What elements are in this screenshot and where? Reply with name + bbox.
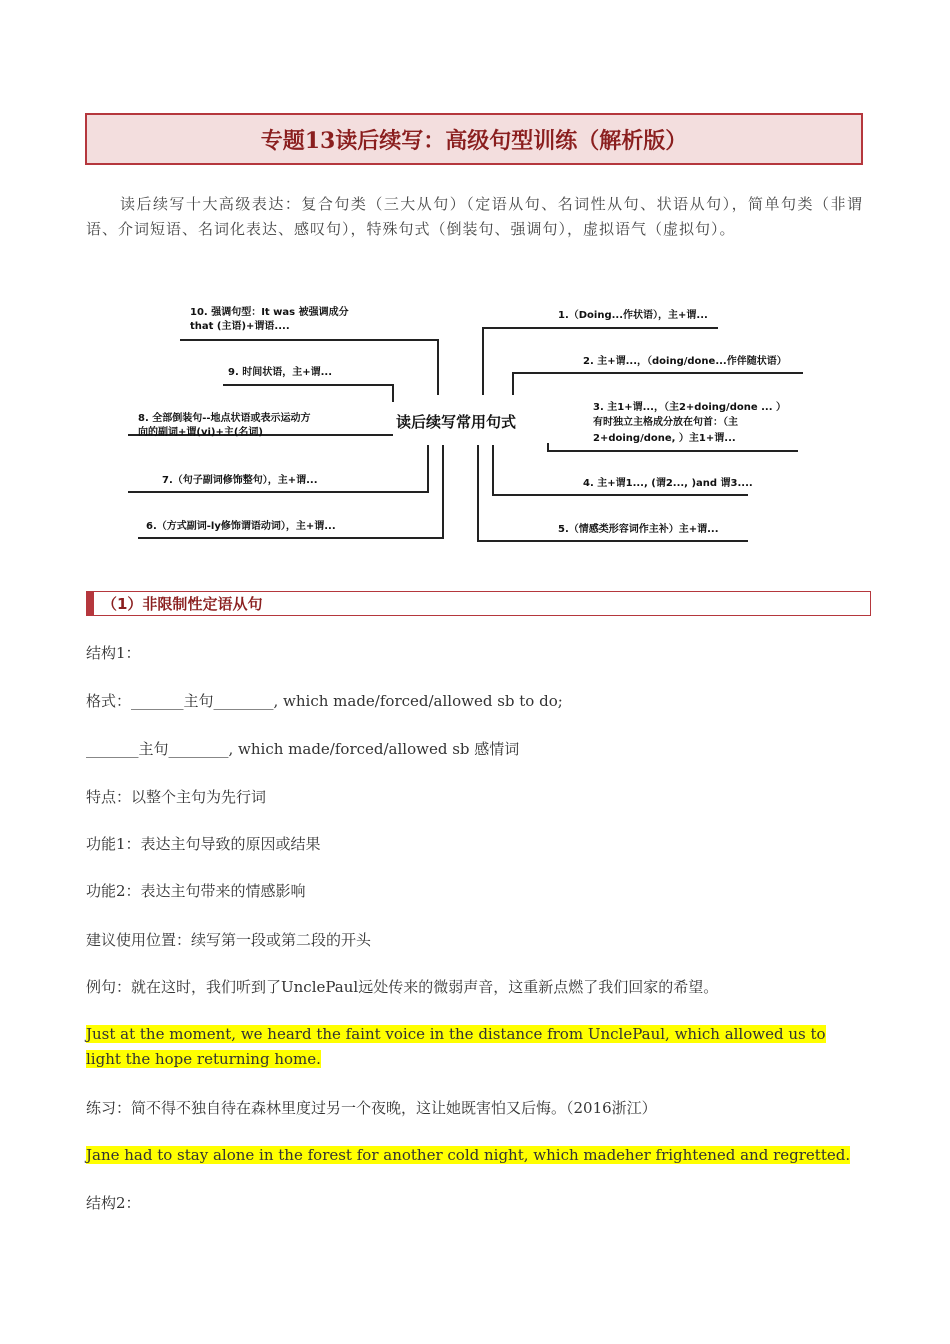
connector-2 <box>513 373 803 395</box>
practice-english-highlight: Jane had to stay alone in the forest for another cold night, which madeher frightened and regretted. <box>86 1146 851 1164</box>
example-english-highlight: Just at the moment, we heard the faint voice in the distance from UnclePaul, which allowed us to light the hope returning home. <box>86 1025 826 1068</box>
format-line-1: 格式：_______主句________, which made/forced/allowed sb to do; <box>86 692 563 710</box>
connector-10 <box>368 340 438 395</box>
mind-map-item-8-line2: 向的副词+谓(vi)+主(名词) <box>138 427 263 438</box>
mind-map-item-3-line3: 2+doing/done, ）主1+谓... <box>593 433 736 444</box>
mind-map-diagram <box>128 295 808 550</box>
practice-chinese: 练习：简不得不独自待在森林里度过另一个夜晚，这让她既害怕又后悔。（2016浙江） <box>86 1099 657 1117</box>
feature-line: 特点：以整个主句为先行词 <box>86 788 267 806</box>
format-line-2: _______主句________, which made/forced/allowed sb 感情词 <box>86 740 520 758</box>
example-english <box>86 1022 864 1072</box>
mind-map-item-9: 9. 时间状语，主+谓... <box>228 367 333 378</box>
intro-paragraph: 读后续写十大高级表达：复合句类（三大从句）（定语从句、名词性从句、状语从句），简单句类（非谓语、介词短语、名词化表达、感叹句），特殊句式（倒装句、强调句），虚拟语气（虚拟句）。 <box>86 195 863 238</box>
position-line: 建议使用位置：续写第一段或第二段的开头 <box>86 931 372 949</box>
page-title-box <box>85 113 863 165</box>
mind-map-item-10-line1: 10. 强调句型：It was 被强调成分 <box>190 307 349 318</box>
section-heading <box>86 591 871 616</box>
mind-map-item-3-line2: 有时独立主格成分放在句首：（主 <box>593 417 738 428</box>
mind-map-item-3-line1: 3. 主1+谓...，（主2+doing/done ... ） <box>593 402 786 413</box>
page-title: 专题13读后续写：高级句型训练（解析版） <box>260 127 688 154</box>
mind-map-item-5: 5.（情感类形容词作主补）主+谓... <box>558 524 719 535</box>
mind-map-item-8-line1: 8. 全部倒装句--地点状语或表示运动方 <box>138 413 311 424</box>
example-chinese: 例句：就在这时，我们听到了UnclePaul远处传来的微弱声音，这重新点燃了我们回家的希望。 <box>86 978 719 996</box>
mind-map-item-2: 2. 主+谓...，（doing/done...作伴随状语） <box>583 356 787 367</box>
connector-9 <box>223 385 393 402</box>
section-heading-bar <box>87 592 94 615</box>
function-2-line: 功能2：表达主句带来的情感影响 <box>86 882 306 900</box>
mind-map-item-6: 6.（方式副词-ly修饰谓语动词），主+谓... <box>146 521 336 532</box>
structure-1-label: 结构1： <box>86 644 141 662</box>
mind-map-item-7: 7.（句子副词修饰整句），主+谓... <box>162 475 318 486</box>
practice-english <box>86 1143 864 1168</box>
mind-map-item-10-line2: that (主语)+谓语.... <box>190 321 290 332</box>
mind-map-item-4: 4. 主+谓1..., (谓2..., )and 谓3.... <box>583 478 753 489</box>
connector-3 <box>548 443 798 451</box>
function-1-line: 功能1：表达主句导致的原因或结果 <box>86 835 321 853</box>
mind-map-item-1: 1.（Doing...作状语），主+谓... <box>558 310 708 321</box>
section-heading-text: （1）非限制性定语从句 <box>102 595 263 613</box>
mind-map-center: 读后续写常用句式 <box>396 413 517 431</box>
structure-2-label: 结构2： <box>86 1194 141 1212</box>
